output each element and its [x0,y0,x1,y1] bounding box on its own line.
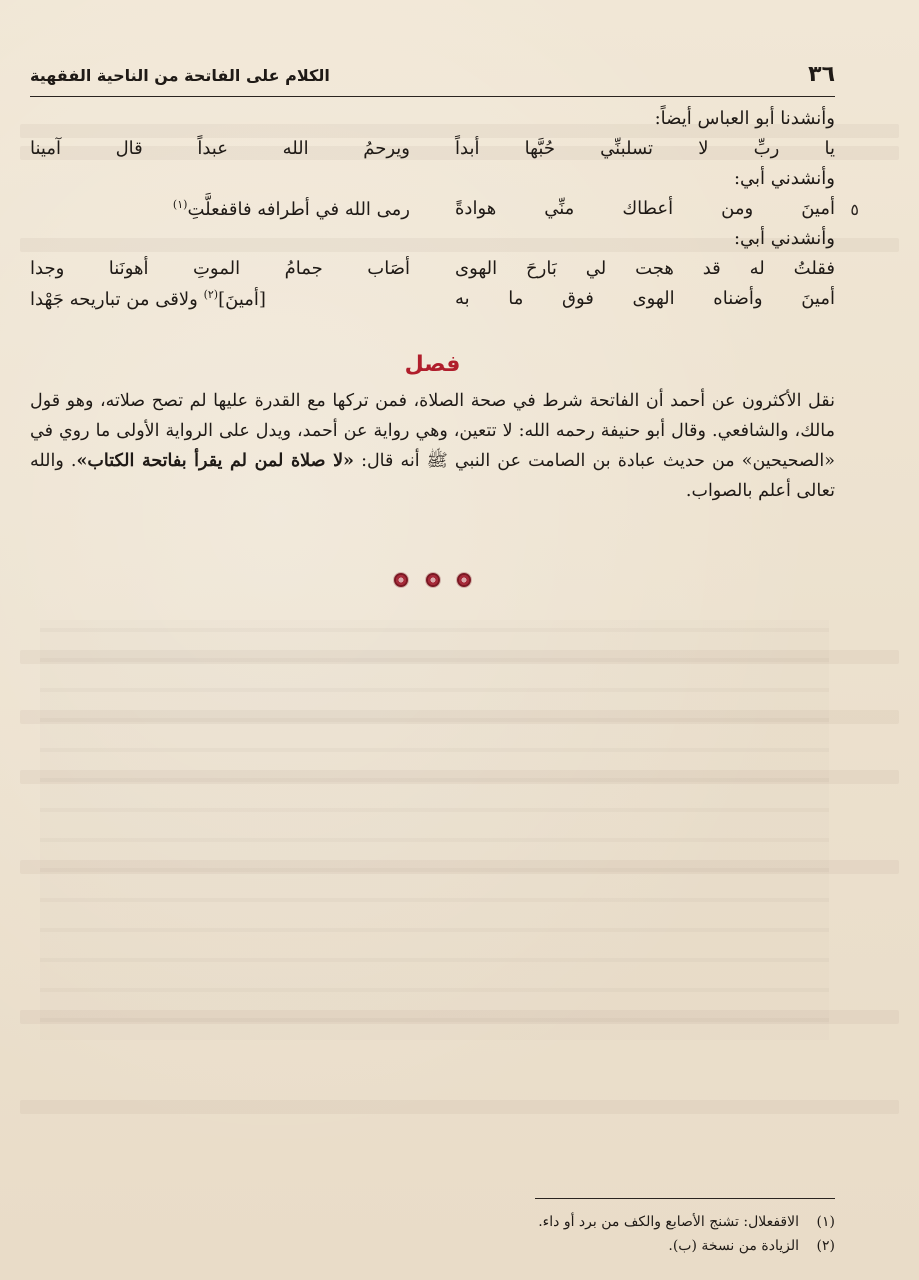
poem-intro: وأنشدني أبي: [733,168,835,189]
footnote-text: الزيادة من نسخة (ب). [668,1238,799,1254]
ornament-star-icon [457,573,471,587]
ornament-star-icon [394,573,408,587]
verse-second-hemistich [30,198,410,220]
hadith-quote: «لا صلاة لمن لم يقرأ بفاتحة الكتاب» [76,451,354,471]
footnote [30,1210,835,1234]
footnote [30,1234,835,1258]
bleed-through-text [20,1100,899,1114]
footnotes [30,1210,835,1258]
verse-first-hemistich: أمينَ وأضناه الهوى فوق ما به [455,288,835,309]
verse-second-hemistich [30,288,410,310]
footnote-number: (٢) [816,1238,835,1254]
verse-first-hemistich: أمينَ ومن أعطاك منِّي هوادةً [455,198,835,219]
footnote-text: الاقفعلال: تشنج الأصابع والكف من برد أو داء. [538,1214,799,1230]
verse-line [30,198,859,228]
footnote-separator [535,1198,835,1199]
footnote-marker: (١) [172,198,188,211]
poem-intro: وأنشدنا أبو العباس أيضاً: [654,108,835,129]
verse-text: رمى الله في أطرافه فاقفعلَّتِ [187,199,410,220]
verse-first-hemistich: يا ربِّ لا تسلبنِّي حُبَّها أبداً [455,138,835,159]
running-title: الكلام على الفاتحة من الناحية الفقهية [30,66,330,85]
bleed-through-region [40,620,829,1040]
verse-line [30,138,835,168]
poetry-block [30,108,859,318]
margin-verse-mark: ٥ [850,200,859,219]
running-header [30,56,835,97]
paragraph-text: . والله تعالى أعلم بالصواب. [30,451,835,501]
footnote-marker: (٢) [203,288,219,301]
verse-line [30,258,835,288]
section-heading: فصل [404,352,461,377]
verse-line [30,288,835,318]
footnote-number: (١) [816,1214,835,1230]
section-divider [0,572,865,591]
poem-intro: وأنشدني أبي: [733,228,835,249]
verse-bracket-text: [أمينَ] [218,289,266,310]
section-paragraph [30,386,835,506]
paragraph-text: نقل الأكثرون عن أحمد أن الفاتحة شرط في صحة الصلاة، فمن تركها مع القدرة عليها لم تصح صلاته، وهو قول مالك، والشافعي. وقال أبو حنيفة رحمه الله: لا تتعين، وهي رواية عن أحمد، ويدل على الرواية الأولى ما روي في «الصحيحين» من حديث عبادة بن الصامت عن النبي ﷺ أنه قال: [30,391,835,471]
verse-text: ولاقى من تباريحه جَهْدا [30,289,204,310]
ornament-star-icon [426,573,440,587]
verse-second-hemistich: ويرحمُ الله عبداً قال آمينا [30,138,410,159]
page-number: ٣٦ [808,62,835,87]
verse-first-hemistich: فقلتُ له قد هجت لي بَارحَ الهوى [455,258,835,279]
verse-second-hemistich: أصَاب جمامُ الموتِ أهونَنا وجدا [30,258,410,279]
